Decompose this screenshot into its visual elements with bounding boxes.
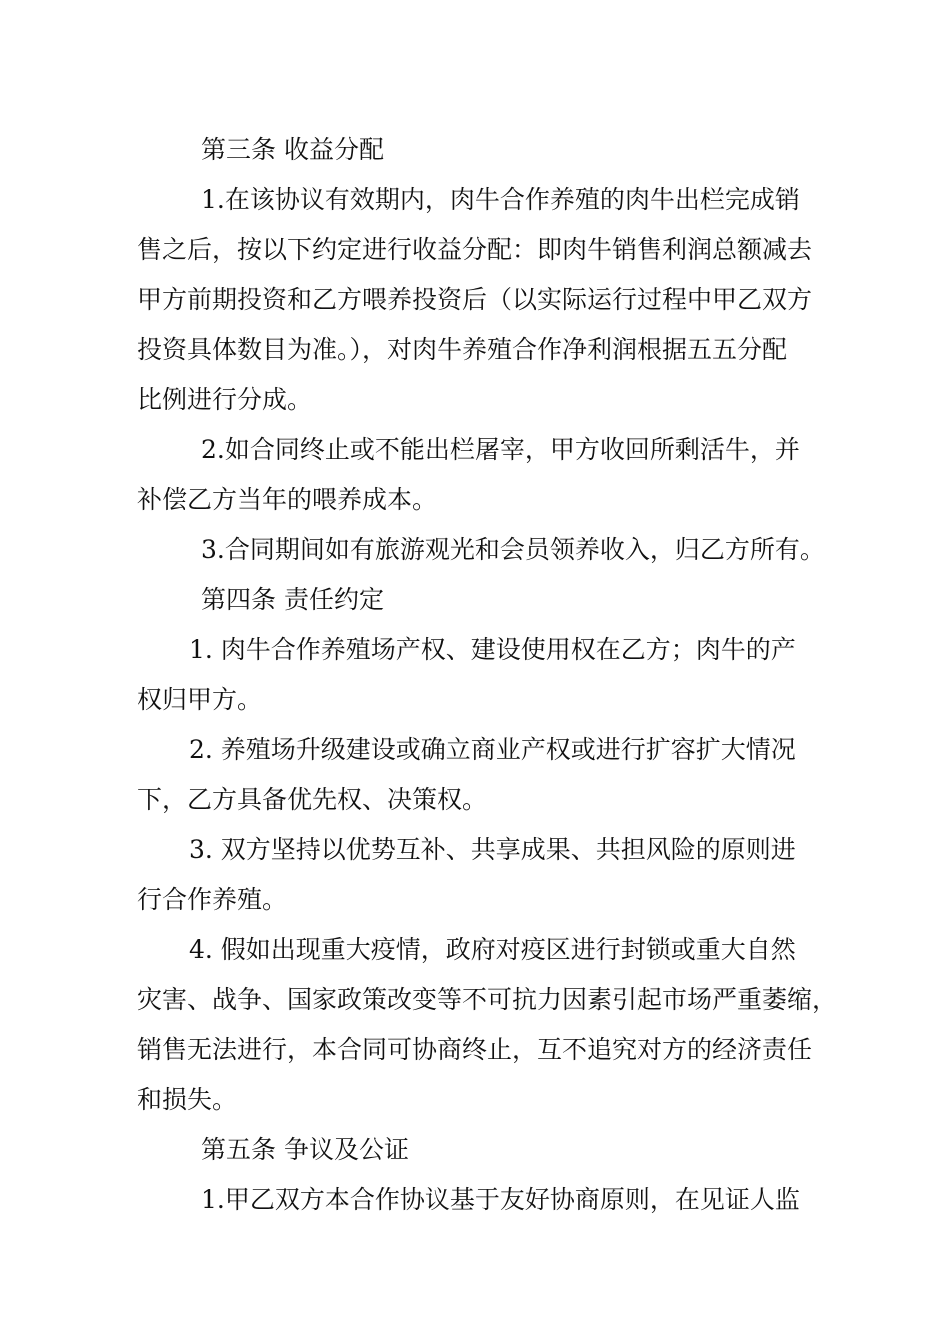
paragraph-line: 比例进行分成。 xyxy=(137,385,313,414)
paragraph-line: 甲方前期投资和乙方喂养投资后（以实际运行过程中甲乙双方 xyxy=(137,285,813,314)
paragraph-line: 下，乙方具备优先权、决策权。 xyxy=(137,785,488,814)
paragraph-line: 1.在该协议有效期内，肉牛合作养殖的肉牛出栏完成销 xyxy=(201,185,800,214)
paragraph-line: 灾害、战争、国家政策改变等不可抗力因素引起市场严重萎缩， xyxy=(137,985,838,1014)
paragraph-line: 和损失。 xyxy=(137,1085,238,1114)
paragraph-line: 1. 肉牛合作养殖场产权、建设使用权在乙方；肉牛的产 xyxy=(189,635,796,664)
paragraph-line: 4. 假如出现重大疫情，政府对疫区进行封锁或重大自然 xyxy=(189,935,796,964)
paragraph-line: 售之后，按以下约定进行收益分配：即肉牛销售利润总额减去 xyxy=(137,235,813,264)
paragraph-line: 2. 养殖场升级建设或确立商业产权或进行扩容扩大情况 xyxy=(189,735,796,764)
paragraph-line: 销售无法进行，本合同可协商终止，互不追究对方的经济责任 xyxy=(137,1035,813,1064)
paragraph-line: 补偿乙方当年的喂养成本。 xyxy=(137,485,438,514)
section-heading-article-4: 第四条 责任约定 xyxy=(201,585,384,614)
paragraph-line: 3. 双方坚持以优势互补、共享成果、共担风险的原则进 xyxy=(189,835,796,864)
paragraph-line: 权归甲方。 xyxy=(137,685,263,714)
paragraph-line: 2.如合同终止或不能出栏屠宰，甲方收回所剩活牛，并 xyxy=(201,435,800,464)
paragraph-line: 1.甲乙双方本合作协议基于友好协商原则，在见证人监 xyxy=(201,1185,800,1214)
section-heading-article-3: 第三条 收益分配 xyxy=(201,135,384,164)
paragraph-line: 3.合同期间如有旅游观光和会员领养收入，归乙方所有。 xyxy=(201,535,825,564)
section-heading-article-5: 第五条 争议及公证 xyxy=(201,1135,409,1164)
paragraph-line: 行合作养殖。 xyxy=(137,885,288,914)
paragraph-line: 投资具体数目为准。），对肉牛养殖合作净利润根据五五分配 xyxy=(137,335,788,364)
